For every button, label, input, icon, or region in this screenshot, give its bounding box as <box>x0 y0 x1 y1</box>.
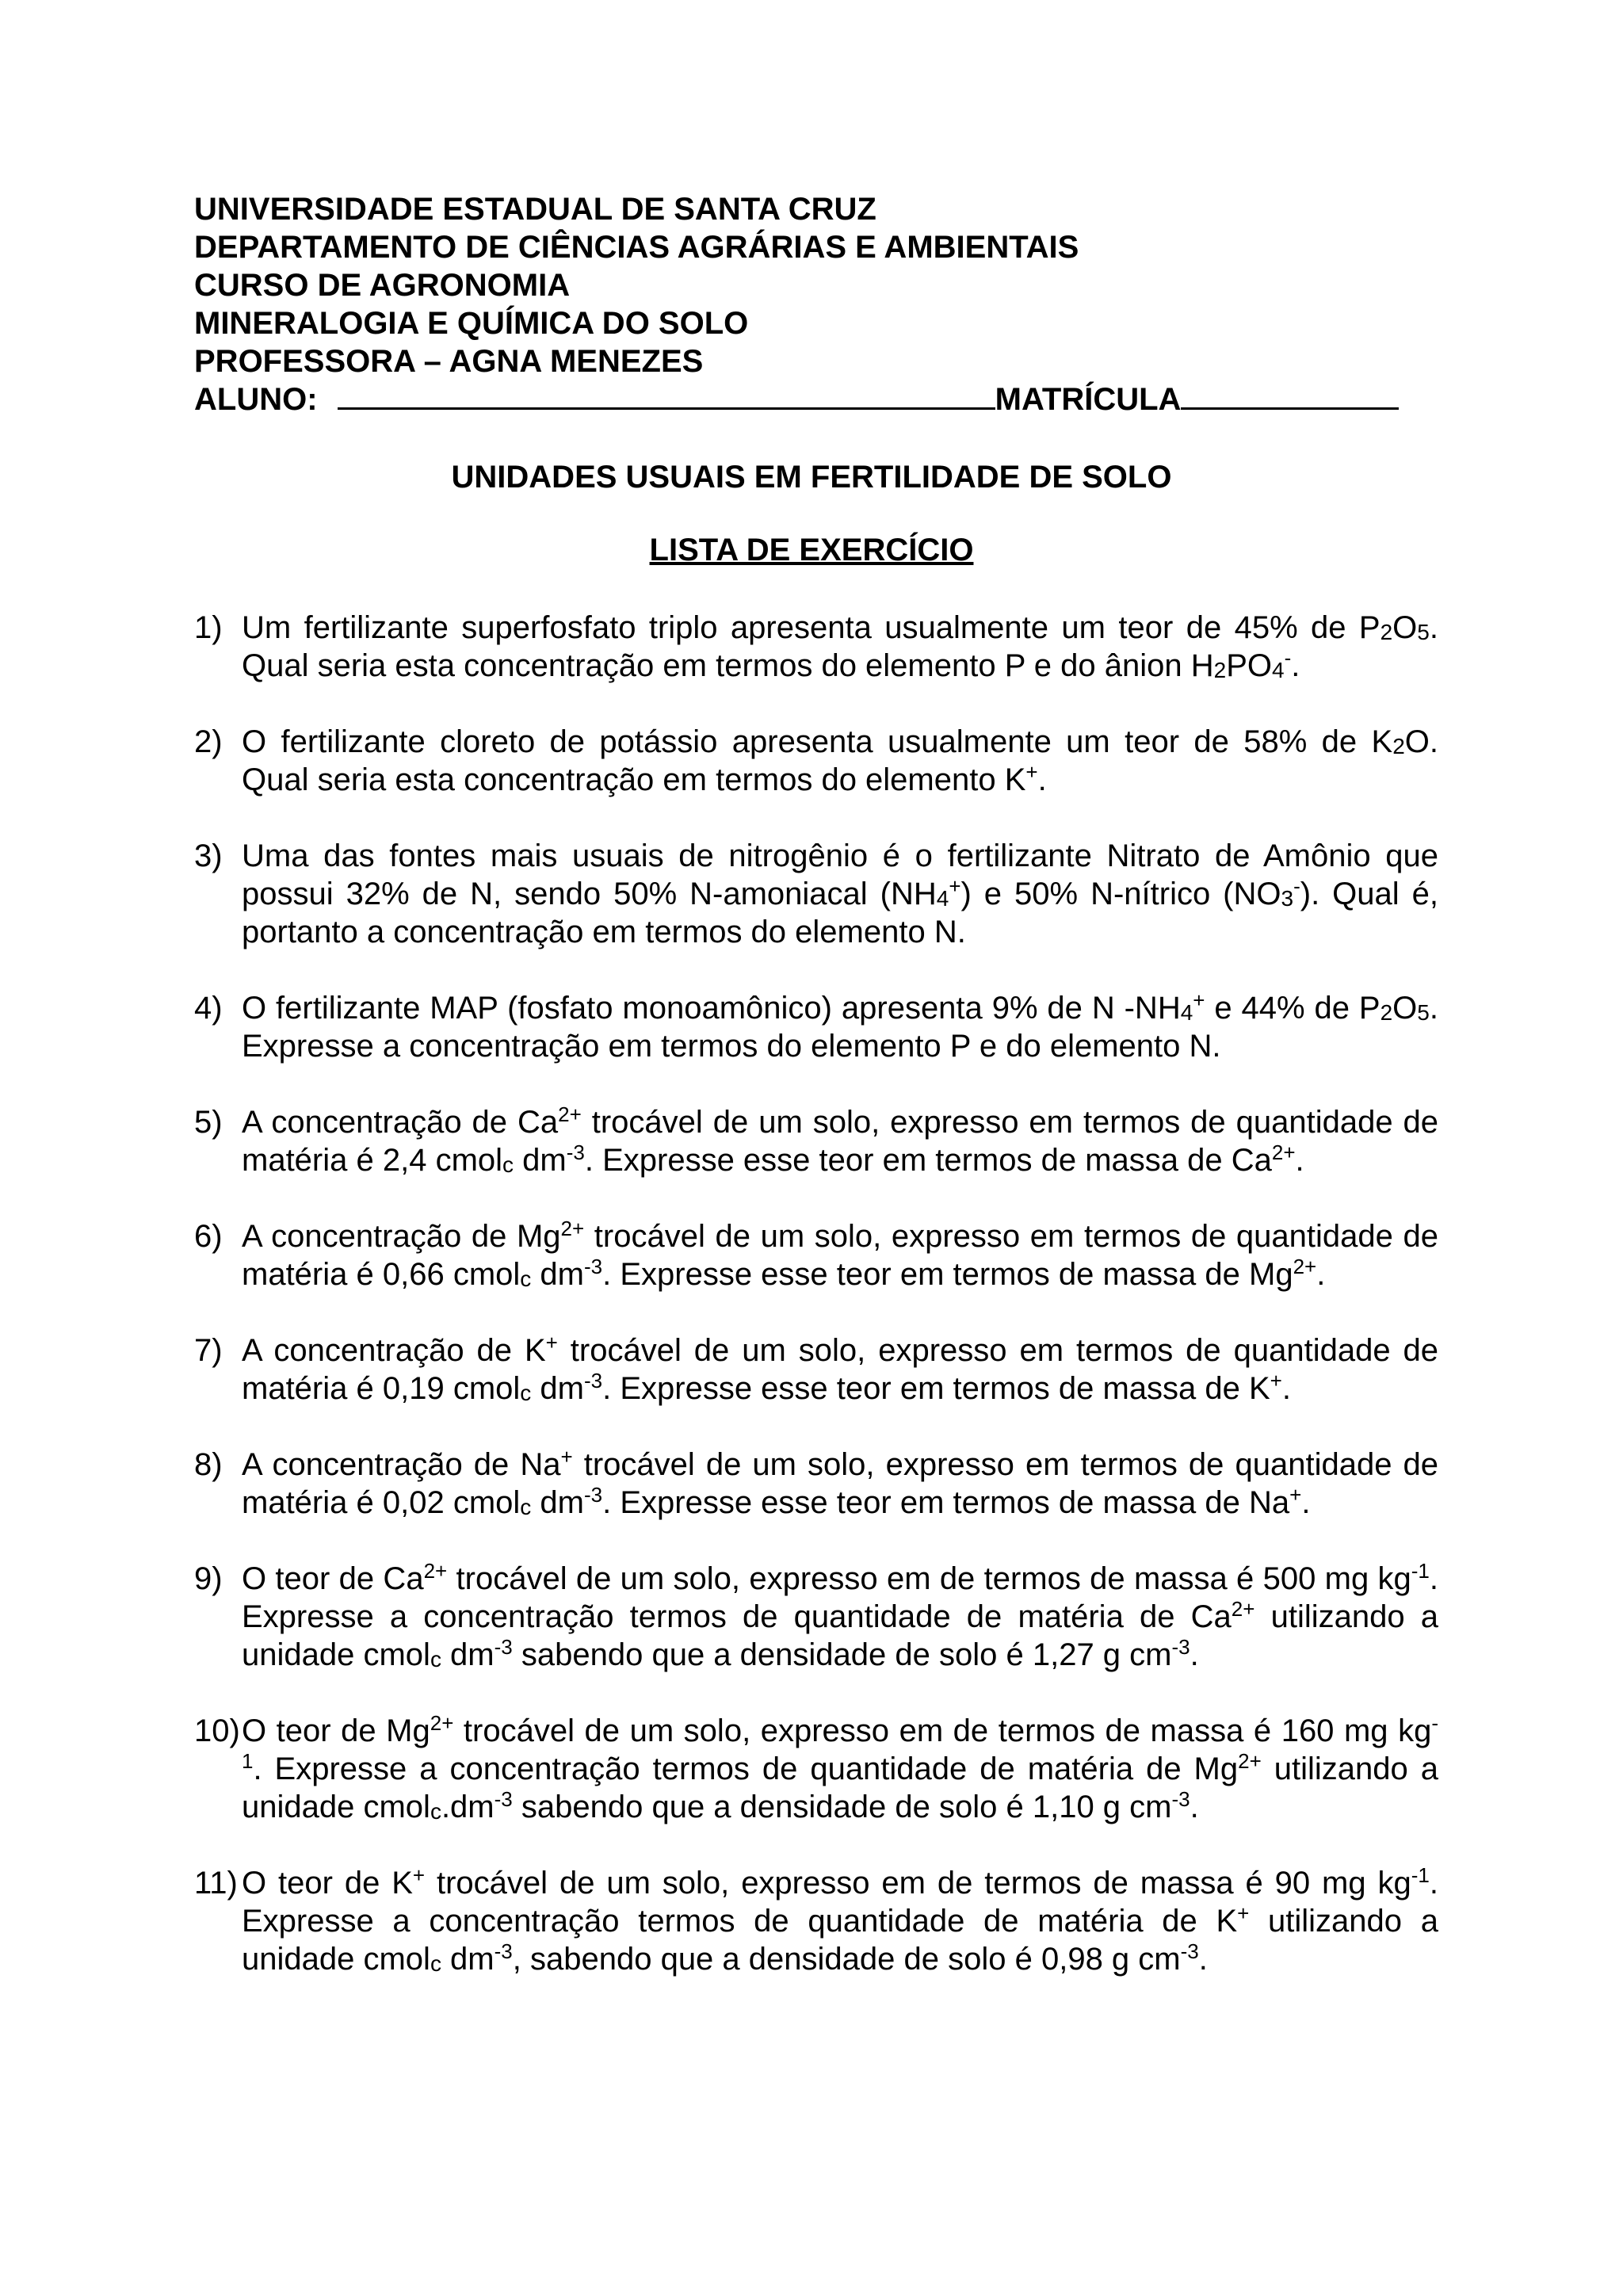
question-number: 1) <box>194 610 223 645</box>
question-text: Uma das fontes mais usuais de nitrogênio é o fertilizante Nitrato de Amônio que possui 32% de N, sendo 50% N-amoniacal $(NH_4^+)$ e 50% N-nítrico $(NO_3^-)$. Qual é, portanto a concentração em termos do elemento N. <box>242 839 1439 949</box>
question-item <box>194 989 1438 1065</box>
question-item <box>194 1331 1438 1408</box>
question-number: 10) <box>194 1713 240 1748</box>
question-number: 6) <box>194 1219 223 1254</box>
question-item <box>194 1712 1438 1826</box>
question-text: A concentração de $Ca^{2+}$ trocável de um solo, expresso em termos de quantidade de matéria é 2,4 cmol$_c$ $dm^{-3}$. Expresse esse teor em termos de massa de $Ca^{2+}$. <box>242 1102 1439 1178</box>
question-number: 11) <box>194 1866 238 1901</box>
student-name-blank <box>338 380 995 410</box>
question-item <box>194 1103 1438 1179</box>
question-number: 2) <box>194 724 223 759</box>
question-text: A concentração de Na+ trocável de um solo, expresso em termos de quantidade de matéria é 0,02 cmol$_c$ $dm^{-3}$. Expresse esse teor em termos de massa de Na+. <box>242 1445 1439 1520</box>
question-number: 5) <box>194 1105 223 1140</box>
question-number: 8) <box>194 1447 223 1482</box>
question-text: O teor de $Mg^{2+}$ trocável de um solo, expresso em de termos de massa é 160 mg $kg^{-1}$. Expresse a concentração termos de quantidade de matéria de $Mg^{2+}$ utilizando a unidade $cmol_c.dm^{-3}$ sabendo que a densidade de solo é 1,10 g $cm^{-3}$. <box>242 1711 1439 1824</box>
question-text: Um fertilizante superfosfato triplo apresenta usualmente um teor de 45% de $P_2O_5$. Qual seria esta concentração em termos do elemento P e do ânion $H_2PO_4^-$. <box>242 610 1438 683</box>
question-list <box>194 609 1438 2016</box>
question-item <box>194 723 1438 799</box>
header-block <box>194 190 1446 418</box>
list-title: LISTA DE EXERCÍCIO <box>649 533 974 567</box>
department-name: DEPARTAMENTO DE CIÊNCIAS AGRÁRIAS E AMBIENTAIS <box>194 230 1079 265</box>
question-item <box>194 1864 1438 1978</box>
registration-label: MATRÍCULA <box>995 382 1182 417</box>
subject-name: MINERALOGIA E QUÍMICA DO SOLO <box>194 306 749 341</box>
question-item <box>194 609 1438 685</box>
question-text: O fertilizante MAP (fosfato monoamônico) apresenta 9% de N $-NH_4^+$ e 44% de $P_2O_5$. Expresse a concentração em termos do elemento P e do elemento N. <box>242 988 1438 1064</box>
student-label: ALUNO: <box>194 382 318 417</box>
professor-name: PROFESSORA – AGNA MENEZES <box>194 344 704 379</box>
registration-blank <box>1181 380 1399 410</box>
question-number: 4) <box>194 991 223 1026</box>
university-name: UNIVERSIDADE ESTADUAL DE SANTA CRUZ <box>194 192 876 227</box>
question-item <box>194 1217 1438 1293</box>
question-text: O teor de $Ca^{2+}$ trocável de um solo, expresso em de termos de massa é 500 mg $kg^{-1}$. Expresse a concentração termos de quantidade de matéria de $Ca^{2+}$ utilizando a unidade cmol$_c$ $dm^{-3}$ sabendo que a densidade de solo é 1,27 g $cm^{-3}$. <box>242 1559 1439 1672</box>
question-number: 7) <box>194 1333 223 1368</box>
course-name: CURSO DE AGRONOMIA <box>194 268 571 303</box>
question-item <box>194 1560 1438 1674</box>
question-number: 3) <box>194 839 223 873</box>
student-line <box>194 380 1446 418</box>
question-item <box>194 837 1438 951</box>
question-text: O fertilizante cloreto de potássio apresenta usualmente um teor de 58% de $K_2O$. Qual seria esta concentração em termos do elemento K+. <box>242 724 1438 797</box>
question-number: 9) <box>194 1561 223 1596</box>
question-text: A concentração de K+ trocável de um solo, expresso em termos de quantidade de matéria é 0,19 cmol$_c$ $dm^{-3}$. Expresse esse teor em termos de massa de K+. <box>242 1331 1439 1406</box>
document-title: UNIDADES USUAIS EM FERTILIDADE DE SOLO <box>451 460 1172 495</box>
question-item <box>194 1446 1438 1522</box>
question-text: O teor de K+ trocável de um solo, expresso em de termos de massa é 90 mg $kg^{-1}$. Expresse a concentração termos de quantidade de matéria de K+ utilizando a unidade cmol$_c$ $dm^{-3}$, sabendo que a densidade de solo é 0,98 g $cm^{-3}$. <box>242 1863 1438 1977</box>
question-text: A concentração de $Mg^{2+}$ trocável de um solo, expresso em termos de quantidade de matéria é 0,66 cmol$_c$ $dm^{-3}$. Expresse esse teor em termos de massa de $Mg^{2+}$. <box>242 1217 1438 1292</box>
